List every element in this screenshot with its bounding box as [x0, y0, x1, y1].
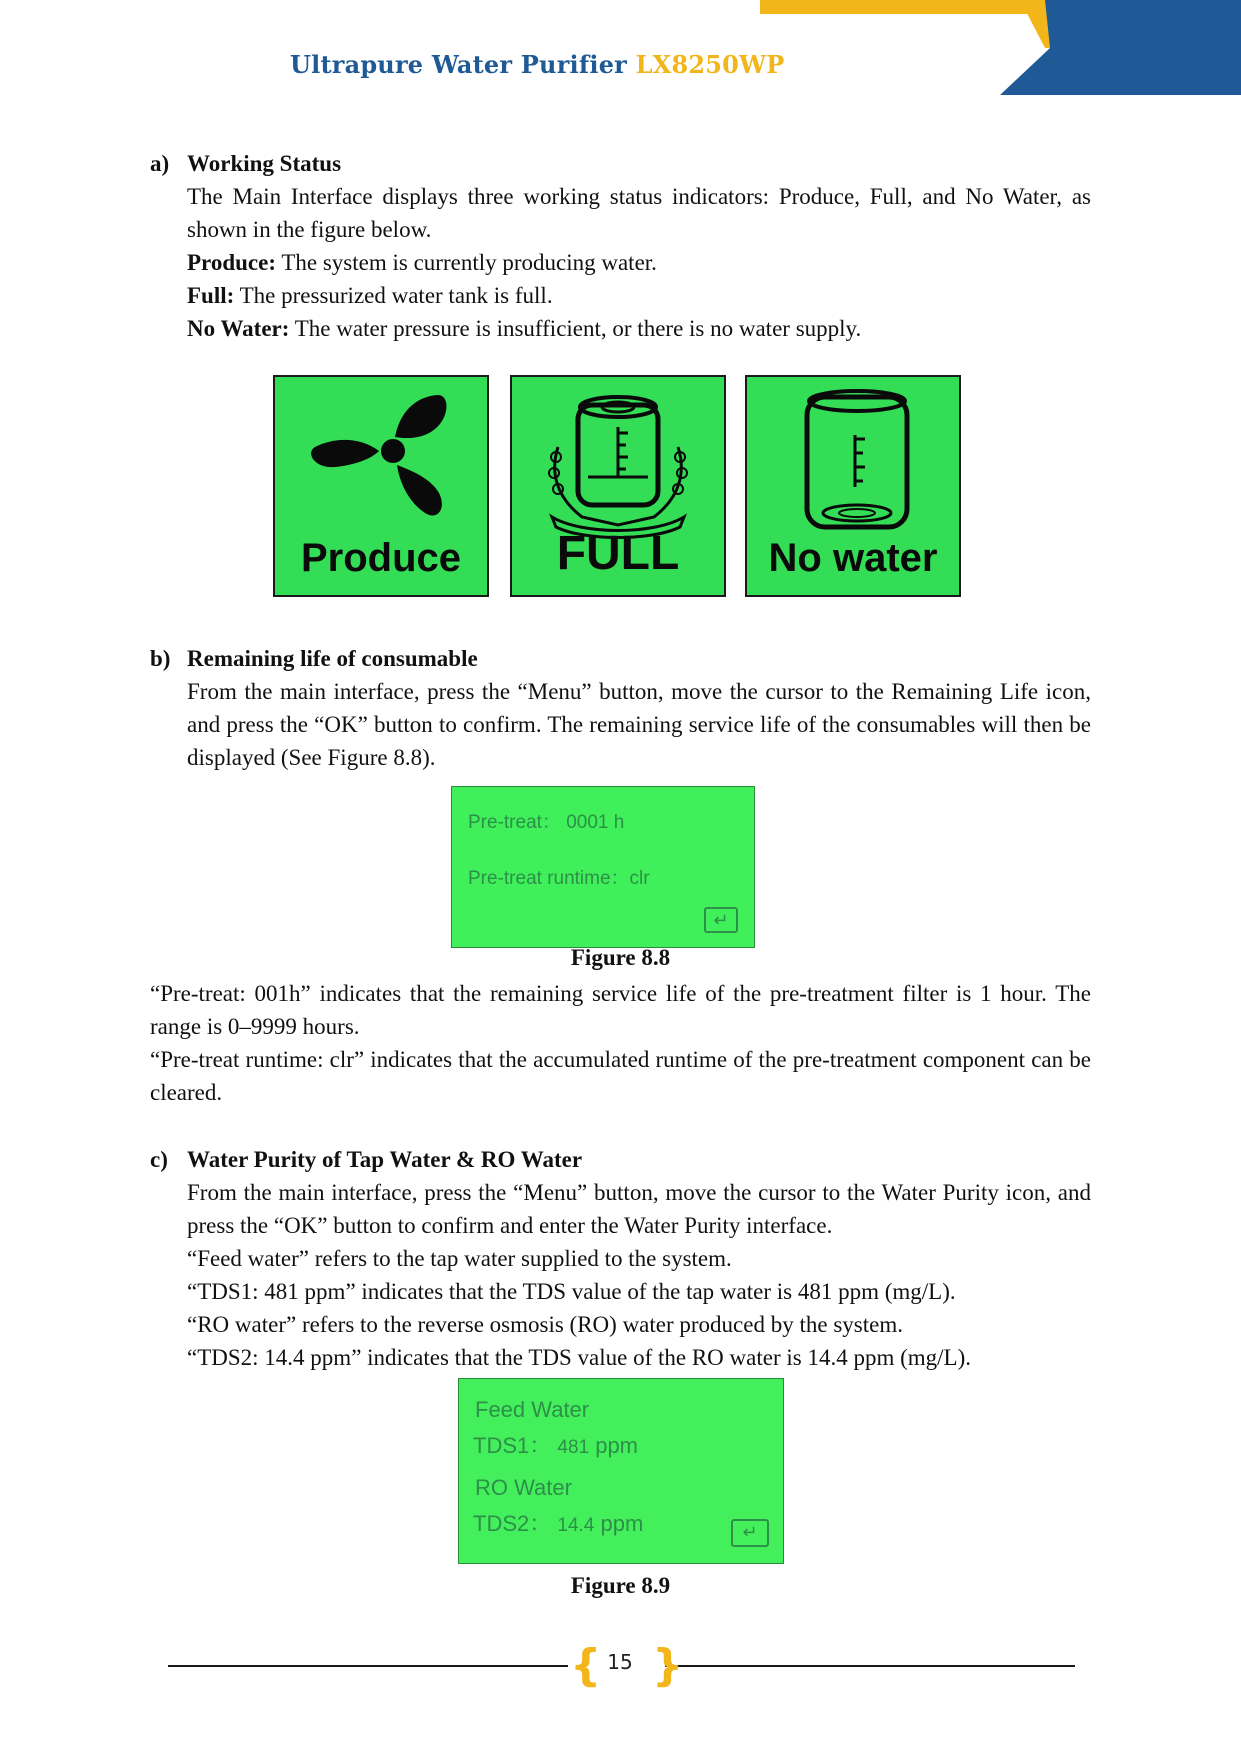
- section-text: From the main interface, press the “Menu” button, move the cursor to the Water Purity icon, and press the “OK” button to confirm and enter the Water Purity interface.: [187, 1180, 1091, 1238]
- tile-label-no-water: No water: [768, 536, 938, 580]
- page-number: 15: [607, 1650, 633, 1674]
- section-heading: Water Purity of Tap Water & RO Water: [187, 1147, 583, 1172]
- lcd-runtime-line: Pre-treat runtime：clr: [468, 868, 650, 889]
- footer-rule-left: [168, 1665, 568, 1667]
- status-tile-full: [510, 375, 726, 597]
- lcd-feed-water-label: Feed Water: [475, 1397, 590, 1422]
- header-model: LX8250WP: [635, 50, 785, 79]
- fan-icon: [275, 377, 487, 557]
- lcd-water-purity: [458, 1378, 784, 1564]
- status-item-produce: Produce: The system is currently producing water.: [187, 250, 657, 275]
- lcd-ro-water-label: RO Water: [475, 1475, 572, 1500]
- section-text: From the main interface, press the “Menu” button, move the cursor to the Remaining Life icon, and press the “OK” button to confirm. The remaining service life of the consumables will then be displayed (See Figure 8.8).: [187, 679, 1091, 770]
- footer-right-brace: }: [652, 1640, 684, 1691]
- lcd-tds1-line: TDS1： 481 ppm: [473, 1433, 638, 1458]
- tile-label-produce: Produce: [300, 536, 462, 580]
- status-tile-no-water: [745, 375, 961, 597]
- section-intro: The Main Interface displays three working status indicators: Produce, Full, and No Water, as shown in the figure below.: [187, 184, 1091, 242]
- tile-label-full: FULL: [556, 527, 680, 580]
- enter-icon: ↵: [731, 1519, 769, 1547]
- footer-rule-right: [665, 1665, 1075, 1667]
- section-heading: Remaining life of consumable: [187, 646, 478, 671]
- footer-left-brace: {: [570, 1640, 602, 1691]
- status-item-full: Full: The pressurized water tank is full.: [187, 283, 553, 308]
- section-marker: a): [150, 151, 170, 176]
- status-tile-produce: [273, 375, 489, 597]
- lcd-tds2-line: TDS2： 14.4 ppm: [473, 1511, 644, 1536]
- purity-line-tds2: “TDS2: 14.4 ppm” indicates that the TDS value of the RO water is 14.4 ppm (mg/L).: [187, 1345, 971, 1370]
- enter-icon: ↵: [704, 907, 738, 933]
- note-pretreat-life: “Pre-treat: 001h” indicates that the remaining service life of the pre-treatment filter is 1 hour. The range is 0–9999 hours.: [150, 981, 1091, 1039]
- empty-tank-icon: [747, 377, 959, 557]
- page-header-title: [290, 50, 784, 79]
- figure-caption-8-8: Figure 8.8: [570, 945, 671, 970]
- lcd-remaining-life: [451, 786, 755, 948]
- purity-line-tds1: “TDS1: 481 ppm” indicates that the TDS value of the tap water is 481 ppm (mg/L).: [187, 1279, 956, 1304]
- status-item-no-water: No Water: The water pressure is insufficient, or there is no water supply.: [187, 316, 862, 341]
- header-title-text: Ultrapure Water Purifier: [290, 50, 628, 79]
- figure-caption-8-9: Figure 8.9: [570, 1573, 671, 1598]
- section-marker: c): [150, 1147, 168, 1172]
- note-pretreat-runtime: “Pre-treat runtime: clr” indicates that the accumulated runtime of the pre-treatment component can be cleared.: [150, 1047, 1091, 1105]
- purity-line-feed: “Feed water” refers to the tap water supplied to the system.: [187, 1246, 732, 1271]
- section-marker: b): [150, 646, 171, 671]
- purity-line-ro: “RO water” refers to the reverse osmosis (RO) water produced by the system.: [187, 1312, 903, 1337]
- section-heading: Working Status: [187, 151, 342, 176]
- lcd-pretreat-line: Pre-treat： 0001 h: [468, 812, 625, 833]
